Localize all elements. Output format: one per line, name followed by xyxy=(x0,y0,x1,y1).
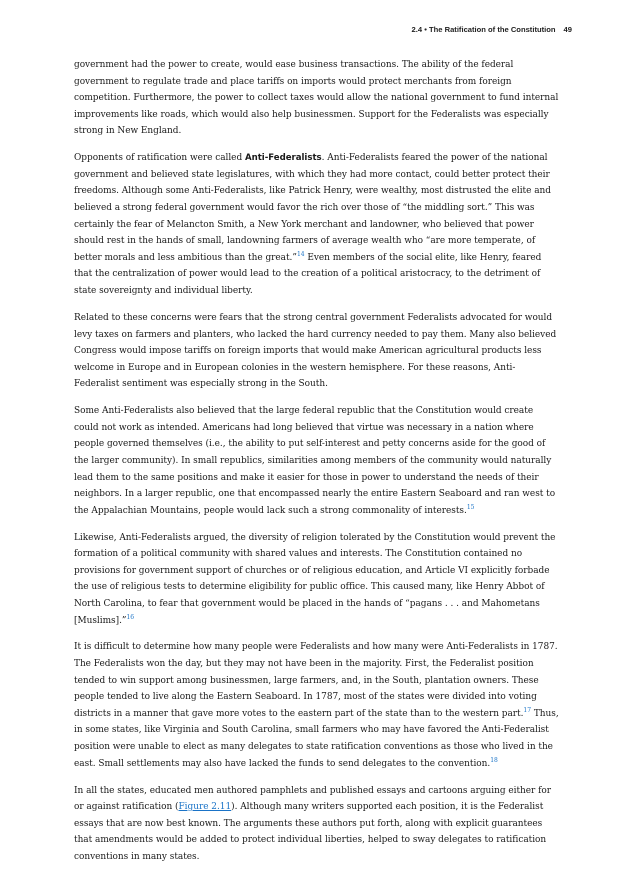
paragraph-7-text-a: In all the states, educated men authored pamphlets and published essays and cartoons arguing either for or against ratification ( xyxy=(74,785,552,813)
paragraph-3 xyxy=(74,310,560,393)
paragraph-2-text-b: . Anti-Federalists feared the power of the national government and believed state legislatures, with which they had more contact, could better protect their freedoms. Although some Anti-Federalists, like Patrick Henry, were wealthy, most distrusted the elite and believed a strong federal government would favor the rich over those of “the middling sort.” This was certainly the fear of Melancton Smith, a New York merchant and landowner, who believed that power should rest in the hands of small, landowning farmers of average wealth who “are more temperate, of better morals and less ambitious than the great.” xyxy=(74,153,551,263)
body-text xyxy=(74,57,560,876)
paragraph-5 xyxy=(74,530,560,630)
paragraph-1-text: government had the power to create, would ease business transactions. The ability of the federal government to regulate trade and place tariffs on imports would protect merchants from foreign competition. Furthermore, the power to collect taxes would allow the national government to fund internal improvements like roads, which would also help businessmen. Support for the Federalists was especially strong in New England. xyxy=(74,60,559,137)
paragraph-5-text: Likewise, Anti-Federalists argued, the diversity of religion tolerated by the Constitution would prevent the formation of a political community with shared values and interests. The Constitution contained no provisions for government support of churches or of religious education, and Article VI explicitly forbade the use of religious tests to determine eligibility for public office. This caused many, like Henry Abbot of North Carolina, to fear that government would be placed in the hands of “pagans . . . and Mahometans [Muslims].” xyxy=(74,532,556,626)
key-term-anti-federalists: Anti-Federalists xyxy=(244,153,322,164)
paragraph-7-text-b: ). Although many writers supported each position, it is the Federalist essays that are now best known. The arguments these authors put forth, along with explicit guarantees that amendments would be added to protect individual liberties, helped to sway delegates to ratification conventions in many states. xyxy=(74,802,547,862)
footnote-ref-17[interactable]: 17 xyxy=(523,706,532,714)
running-header xyxy=(412,25,572,34)
paragraph-3-text: Related to these concerns were fears that the strong central government Federalists advocated for would levy taxes on farmers and planters, who lacked the hard currency needed to pay them. Many also believed Congress would impose tariffs on foreign imports that would make American agricultural products less welcome in Europe and in European colonies in the western hemisphere. For these reasons, Anti-Federalist sentiment was especially strong in the South. xyxy=(74,312,557,390)
footnote-ref-18[interactable]: 18 xyxy=(490,756,498,764)
paragraph-4 xyxy=(74,403,560,519)
footnote-ref-15[interactable]: 15 xyxy=(466,503,475,511)
paragraph-4-text: Some Anti-Federalists also believed that the large federal republic that the Constitution would create could not work as intended. Americans had long believed that virtue was necessary in a nation where people governed themselves (i.e., the ability to put self-interest and petty concerns aside for the good of the larger community). In small republics, similarities among members of the community would naturally lead them to the same positions and make it easier for those in power to understand the needs of their neighbors. In a larger republic, one that encompassed nearly the entire Eastern Seaboard and ran west to the Appalachian Mountains, people would lack such a strong commonality of interests. xyxy=(74,406,556,516)
footnote-ref-16[interactable]: 16 xyxy=(126,613,135,621)
figure-link[interactable]: Figure 2.11 xyxy=(178,802,232,813)
section-title: 2.4 • The Ratification of the Constitution xyxy=(411,25,556,34)
paragraph-6 xyxy=(74,639,560,772)
page-number: 49 xyxy=(563,25,572,34)
paragraph-1 xyxy=(74,57,560,140)
footnote-ref-14[interactable]: 14 xyxy=(296,250,305,258)
paragraph-2 xyxy=(74,150,560,299)
paragraph-7 xyxy=(74,783,560,866)
paragraph-2-text-c: Even members of the social elite, like Henry, feared that the centralization of power would lead to the creation of a political aristocracy, to the detriment of state sovereignty and individual liberty. xyxy=(74,252,542,297)
paragraph-6-text-a: It is difficult to determine how many people were Federalists and how many were Anti-Federalists in 1787. The Federalists won the day, but they may not have been in the majority. First, the Federalist position tended to win support among businessmen, large farmers, and, in the South, plantation owners. These people tended to live along the Eastern Seaboard. In 1787, most of the states were divided into voting districts in a manner that gave more votes to the eastern part of the state than to the western part. xyxy=(74,642,558,719)
paragraph-6-text-b: Thus, in some states, like Virginia and South Carolina, small farmers who may have favored the Anti-Federalist position were unable to elect as many delegates to state ratification conventions as those who lived in the east. Small settlements may also have lacked the funds to send delegates to the convention. xyxy=(74,708,559,769)
paragraph-2-text-a: Opponents of ratification were called xyxy=(74,153,245,164)
